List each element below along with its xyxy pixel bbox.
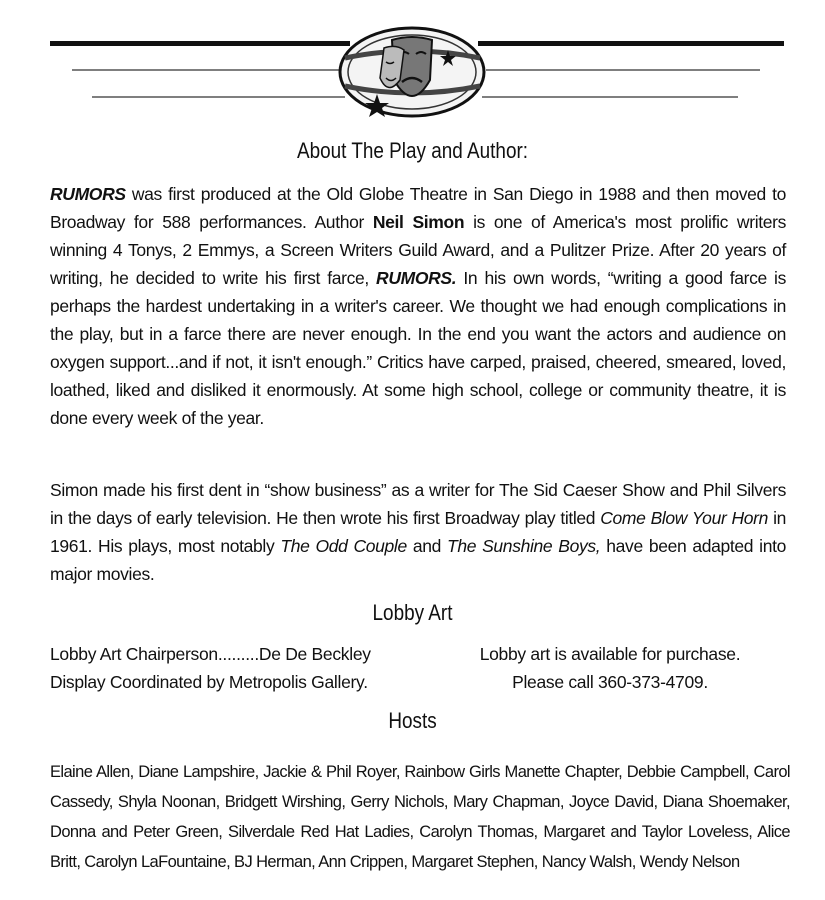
lobby-chairperson: Lobby Art Chairperson.........De De Beckley: [50, 644, 371, 664]
purchase-note: Lobby art is available for purchase.: [479, 644, 741, 664]
para2-text-c: and: [406, 536, 447, 556]
about-paragraph-1: [50, 180, 786, 432]
play-sunshine-boys: The Sunshine Boys,: [447, 536, 601, 556]
play-come-blow-your-horn: Come Blow Your Horn: [600, 508, 769, 528]
play-title-2: RUMORS.: [376, 268, 457, 288]
about-paragraph-2: [50, 476, 786, 588]
para2-text-b: in 1961. His plays, most notably: [50, 508, 786, 556]
about-heading: About The Play and Author:: [296, 138, 529, 163]
theatre-masks-icon: [0, 0, 825, 130]
hosts-list: Elaine Allen, Diane Lampshire, Jackie & Phil Royer, Rainbow Girls Manette Chapter, Debbie Campbell, Carol Cassedy, Shyla Noonan, Bridgett Wirshing, Gerry Nichols, Mary Chapman, Joyce David, Diana Shoemaker, Donna and Peter Green, Silverdale Red Hat Ladies, Carolyn Thomas, Margaret and Taylor Loveless, Alice Britt, Carolyn LaFountaine, BJ Herman, Ann Crippen, Margaret Stephen, Nancy Walsh, Wendy Nelson: [50, 763, 790, 871]
hosts-heading: Hosts: [388, 708, 437, 733]
play-title: RUMORS: [50, 184, 126, 204]
play-odd-couple: The Odd Couple: [280, 536, 407, 556]
author-name: Neil Simon: [372, 212, 465, 232]
phone-number: Please call 360-373-4709.: [512, 672, 708, 692]
header-emblem: [0, 0, 825, 130]
para2-text-d: have been adapted into major movies.: [50, 536, 786, 584]
para1-text-c: In his own words, “writing a good farce is perhaps the hardest undertaking in a writer's career. We thought we had enough complications in the play, but in a farce there are never enough. In the end you want the actors and audience on oxygen support...and if not, it isn't enough.” Critics have carped, praised, cheered, smeared, loved, loathed, liked and disliked it enormously. At some high school, college or community theatre, it is done every week of the year.: [50, 268, 786, 428]
lobby-art-credits: [50, 640, 430, 696]
para2-text-a: Simon made his first dent in “show business” as a writer for The Sid Caeser Show and Phil Silvers in the days of early television. He then wrote his first Broadway play titled: [50, 480, 786, 528]
lobby-art-heading: Lobby Art: [372, 600, 453, 625]
para1-text-b: is one of America's most prolific writers winning 4 Tonys, 2 Emmys, a Screen Writers Guild Award, and a Pulitzer Prize. After 20 years of writing, he decided to write his first farce,: [50, 212, 787, 288]
lobby-art-purchase-info: [440, 640, 780, 696]
para1-text-a: was first produced at the Old Globe Theatre in San Diego in 1988 and then moved to Broadway for 588 performances. Author: [50, 184, 786, 232]
display-coordinator: Display Coordinated by Metropolis Gallery.: [50, 672, 368, 692]
